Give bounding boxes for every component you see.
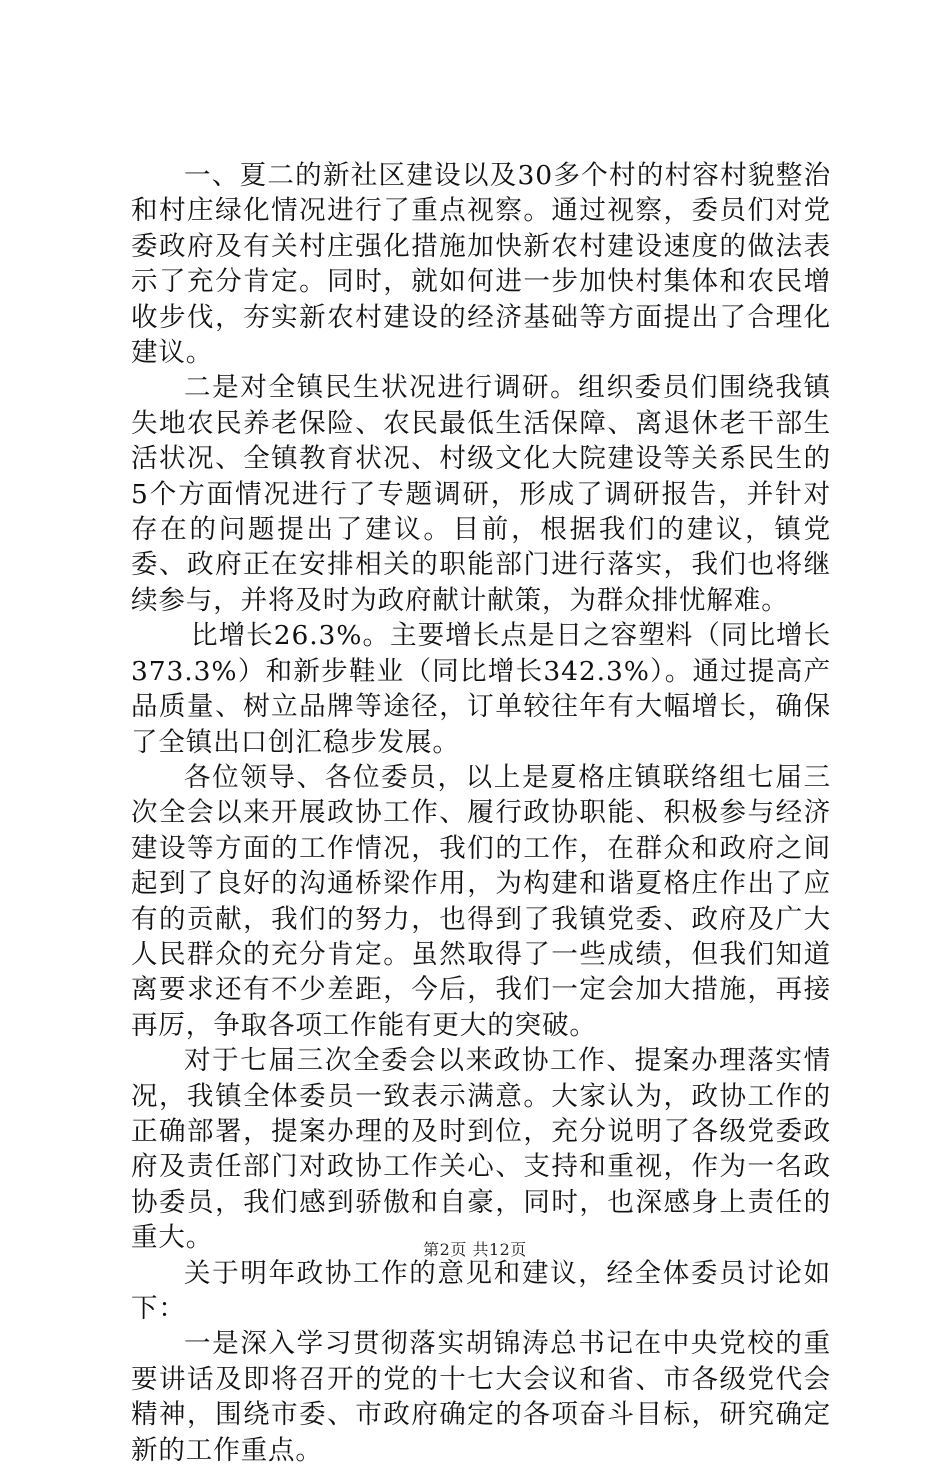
page-number-footer: 第2页 共12页 (423, 1240, 527, 1259)
paragraph-livelihood-survey: 二是对全镇民生状况进行调研。组织委员们围绕我镇失地农民养老保险、农民最低生活保障、离退休老干部生活状况、全镇教育状况、村级文化大院建设等关系民生的5个方面情况进行了专题调研，形成了调研报告，并针对存在的问题提出了建议。目前，根据我们的建议，镇党委、政府正在安排相关的职能部门进行落实，我们也将继续参与，并将及时为政府献计献策，为群众排忧解难。 (131, 372, 831, 616)
paragraph-export-growth: 比增长26.3%。主要增长点是日之容塑料（同比增长373.3%）和新步鞋业（同比增长342.3%）。通过提高产品质量、树立品牌等途径，订单较往年有大幅增长，确保了全镇出口创汇稳步发展。 (131, 620, 831, 758)
paragraph-suggestion-one: 一是深入学习贯彻落实胡锦涛总书记在中央党校的重要讲话及即将召开的党的十七大会议和省、市各级党代会精神，围绕市委、市政府确定的各项奋斗目标，研究确定新的工作重点。 (131, 1328, 831, 1466)
document-body (131, 158, 831, 1468)
paragraph-village-inspection: 一、夏二的新社区建设以及30多个村的村容村貌整治和村庄绿化情况进行了重点视察。通过视察，委员们对党委政府及有关村庄强化措施加快新农村建设速度的做法表示了充分肯定。同时，就如何进一步加快村集体和农民增收步伐，夯实新农村建设的经济基础等方面提出了合理化建议。 (131, 160, 831, 369)
paragraph-work-summary: 各位领导、各位委员，以上是夏格庄镇联络组七届三次全会以来开展政协工作、履行政协职能、积极参与经济建设等方面的工作情况，我们的工作，在群众和政府之间起到了良好的沟通桥梁作用，为构建和谐夏格庄作出了应有的贡献，我们的努力，也得到了我镇党委、政府及广大人民群众的充分肯定。虽然取得了一些成绩，但我们知道离要求还有不少差距，今后，我们一定会加大措施，再接再厉，争取各项工作能有更大的突破。 (131, 761, 831, 1041)
paragraph-suggestions-intro: 关于明年政协工作的意见和建议，经全体委员讨论如下： (131, 1257, 831, 1324)
paragraph-satisfaction: 对于七届三次全委会以来政协工作、提案办理落实情况，我镇全体委员一致表示满意。大家认为，政协工作的正确部署，提案办理的及时到位，充分说明了各级党委政府及责任部门对政协工作关心、支持和重视，作为一名政协委员，我们感到骄傲和自豪，同时，也深感身上责任的重大。 (131, 1045, 831, 1254)
